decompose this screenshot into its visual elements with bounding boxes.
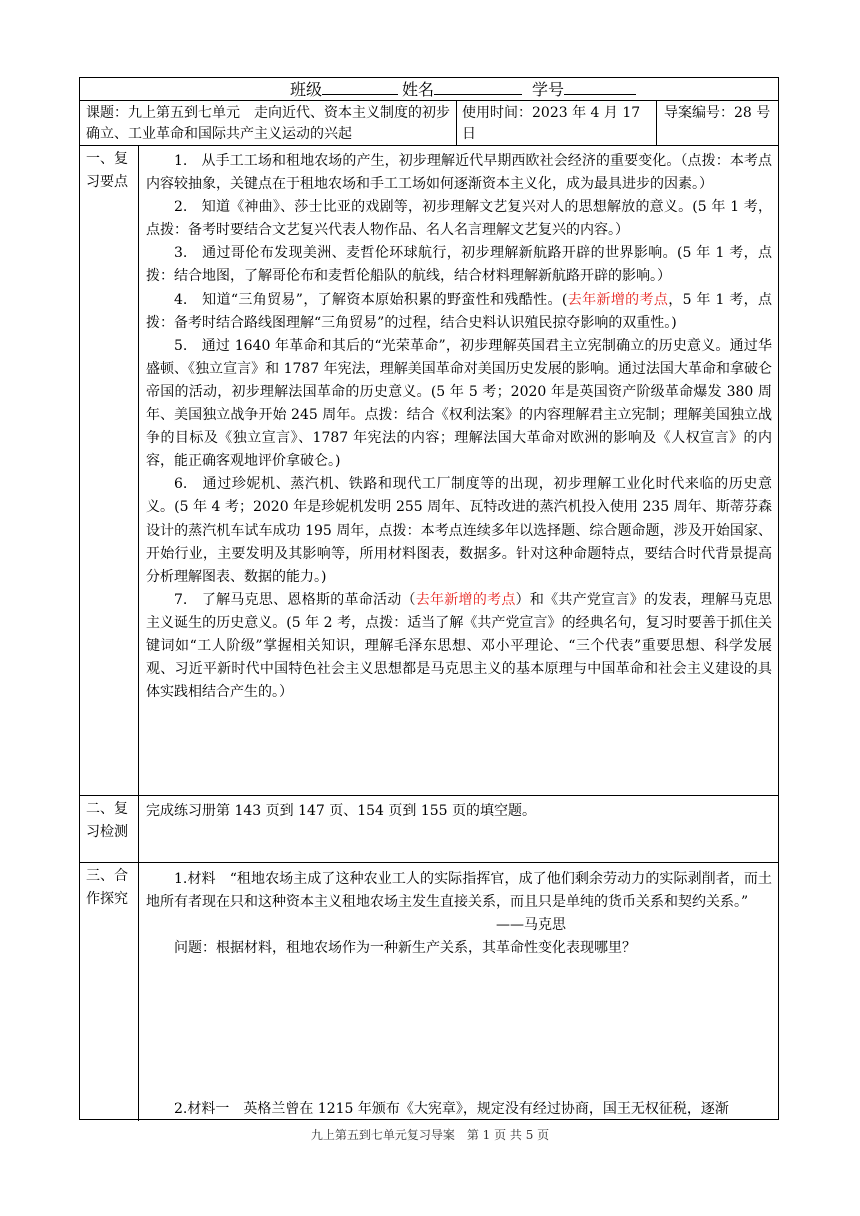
row-divider [80, 795, 778, 796]
review-point [146, 242, 772, 288]
point-text: 3. 通过哥伦布发现美洲、麦哲伦环球航行，初步理解新航路开辟的世界影响。(5 年 1 考，点拨：结合地图，了解哥伦布和麦哲伦船队的航线，结合材料理解新航路开辟的影响。） [146, 245, 772, 285]
class-label: 班级 [290, 80, 323, 99]
material-1: 1.材料 “租地农场主成了这种农业工人的实际指挥官，成了他们剩余劳动力的实际剥削者，而土地所有者现在只和这种资本主义租地农场主发生直接关系，而且只是单纯的货币关系和契约关系。” [146, 871, 772, 911]
date-cell: 使用时间：2023 年 4 月 17 日 [462, 105, 641, 142]
page-footer: 九上第五到七单元复习导案 第 1 页 共 5 页 [310, 1128, 550, 1142]
row-divider [80, 145, 778, 146]
section-3-label: 三、合作探究 [86, 868, 128, 907]
name-blank[interactable] [434, 78, 522, 95]
number-field[interactable] [532, 78, 636, 101]
point-text: 6. 通过珍妮机、蒸汽机、铁路和现代工厂制度等的出现，初步理解工业化时代来临的历史意义。(5 年 4 考；2020 年是珍妮机发明 255 周年、瓦特改进的蒸汽机投入使用 235 周年、斯蒂芬森设计的蒸汽机车试车成功 195 周年，点拨：本考点连续多年以选择题、综合题命题，涉及开始国家、开始行业，主要发明及其影响等，所用材料图表，数据多。针对这种命题特点，要结合时代背景提高分析理解图表、数据的能力。) [146, 476, 772, 585]
row-divider [80, 862, 778, 863]
new-point-highlight: 去年新增的考点 [415, 591, 516, 608]
inquiry-question-2 [146, 1098, 772, 1121]
name-label: 姓名 [402, 80, 435, 99]
guide-number-cell: 导案编号：28 号 [664, 105, 771, 121]
point-text: 1. 从手工工场和租地农场的产生，初步理解近代早期西欧社会经济的重要变化。（点拨：本考点内容较抽象，关键点在于租地农场和手工工场如何逐渐资本主义化，成为最具进步的因素。） [146, 153, 772, 193]
review-points [146, 150, 772, 704]
point-text: 2. 知道《神曲》、莎士比亚的戏剧等，初步理解文艺复兴对人的思想解放的意义。(5 年 1 考，点拨：备考时要结合文艺复兴代表人物作品、名人名言理解文艺复兴的内容。） [146, 199, 772, 239]
point-text: 4. 知道“三角贸易”，了解资本原始积累的野蛮性和残酷性。( [174, 291, 568, 308]
new-point-highlight: 去年新增的考点 [567, 291, 669, 308]
col-divider [656, 100, 657, 145]
section-1-label: 一、复习要点 [86, 151, 128, 190]
class-blank[interactable] [322, 78, 398, 95]
review-point [146, 289, 772, 335]
review-point [146, 196, 772, 242]
material-2: 2.材料一 英格兰曾在 1215 年颁布《大宪章》，规定没有经过协商，国王无权征税，逐渐 [174, 1101, 729, 1117]
review-point [146, 473, 772, 588]
point-text: ）和《共产党宣言》的发表，理解马克思主义诞生的历史意义。(5 年 2 考，点拨：适当了解《共产党宣言》的经典名句，复习时要善于抓住关键词如“工人阶级”掌握相关知识，理解毛泽东思想、邓小平理论、“三个代表”重要思想、科学发展观、习近平新时代中国特色社会主义思想都是马克思主义的基本原理与中国革命和社会主义建设的具体实践相结合产生的。） [146, 591, 773, 701]
point-text: 5. 通过 1640 年革命和其后的“光荣革命”，初步理解英国君主立宪制确立的历史意义。通过华盛顿、《独立宣言》和 1787 年宪法，理解美国革命对美国历史发展的影响。通过法国大革命和拿破仑帝国的活动，初步理解法国革命的历史意义。(5 年 5 考；2020 年是英国资产阶级革命爆发 380 周年、美国独立战争开始 245 周年。点拨：结合《权利法案》的内容理解君主立宪制；理解美国独立战争的目标及《独立宣言》、1787 年宪法的内容；理解法国大革命对欧洲的影响及《人权宣言》的内容，能正确客观地评价拿破仑。) [146, 337, 772, 470]
label-column-divider [138, 145, 139, 1121]
name-field[interactable] [402, 78, 522, 101]
point-text: 7. 了解马克思、恩格斯的革命活动（ [174, 591, 416, 608]
inquiry-question-1 [146, 868, 772, 960]
review-check-text: 完成练习册第 143 页到 147 页、154 页到 155 页的填空题。 [146, 803, 537, 819]
number-label: 学号 [532, 80, 565, 99]
question-1: 问题：根据材料，租地农场作为一种新生产关系，其革命性变化表现哪里？ [174, 940, 636, 957]
number-blank[interactable] [564, 78, 636, 95]
topic-cell: 课题：九上第五到七单元 走向近代、资本主义制度的初步确立、工业革命和国际共产主义运动的兴起 [86, 105, 450, 142]
student-info-row [80, 78, 778, 100]
review-point [146, 150, 772, 196]
point-text: ，5 年 1 考，点拨：备考时结合路线图理解“三角贸易”的过程，结合史料认识殖民掠夺影响的双重性。) [146, 291, 772, 331]
class-field[interactable] [290, 78, 398, 101]
material-source: ——马克思 [496, 917, 566, 934]
row-divider [80, 100, 778, 101]
guide-table [79, 77, 779, 1120]
review-point [146, 589, 772, 704]
col-divider [456, 100, 457, 145]
section-2-label: 二、复习检测 [86, 801, 128, 840]
review-point [146, 335, 772, 474]
